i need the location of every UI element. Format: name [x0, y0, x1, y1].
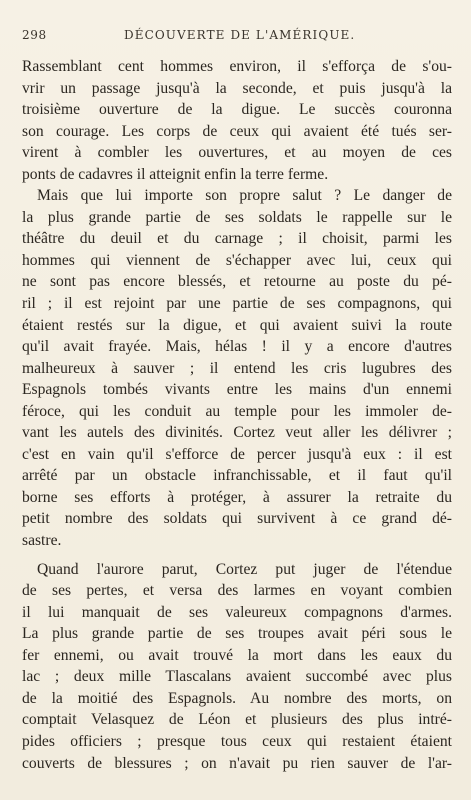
text-line: troisième ouverture de la digue. Le succès couronna: [22, 101, 452, 119]
text-line: pides officiers ; presque tous ceux qui restaient étaient: [22, 732, 452, 750]
text-line: ne sont pas encore blessés, et retourne au poste du pé-: [22, 273, 452, 291]
text-line: hommes qui viennent de s'échapper avec lui, ceux qui: [22, 251, 452, 269]
text-line: ril ; il est rejoint par une partie de ses compagnons, qui: [22, 295, 452, 313]
page-header: [22, 28, 449, 46]
text-line: la plus grande partie de ses soldats le rappelle sur le: [22, 208, 452, 226]
paragraph: [22, 56, 452, 185]
text-line: il lui manquait de ses valeureux compagnons d'armes.: [22, 603, 452, 621]
text-line: étaient restés sur la digue, et qui avaient suivi la route: [22, 316, 452, 334]
text-line: ponts de cadavres il atteignit enfin la terre ferme.: [22, 165, 329, 183]
text-line: virent à combler les ouvertures, et au moyen de ces: [22, 144, 452, 162]
text-line: fer ennemi, ou avait trouvé la mort dans les eaux du: [22, 646, 452, 664]
text-line: de ses pertes, et versa des larmes en voyant combien: [22, 582, 452, 600]
text-line: La plus grande partie de ses troupes avait péri sous le: [22, 625, 452, 643]
paragraph: [22, 185, 452, 551]
text-line: lac ; deux mille Tlascalans avaient succombé avec plus: [22, 668, 452, 686]
running-title: DÉCOUVERTE DE L'AMÉRIQUE.: [124, 28, 356, 42]
text-line: son courage. Les corps de ceux qui avaient été tués ser-: [22, 122, 452, 140]
text-line: vrir un passage jusqu'à la seconde, et puis jusqu'à la: [22, 79, 452, 97]
text-line: qu'il avait frayée. Mais, hélas ! il y a encore d'autres: [22, 338, 452, 356]
text-line: c'est en vain qu'il s'efforce de percer jusqu'à eux : il est: [22, 445, 452, 463]
text-line: malheureux à sauver ; il entend les cris lugubres des: [22, 359, 452, 377]
paragraph: [22, 559, 452, 774]
text-line: Mais que lui importe son propre salut ? Le danger de: [37, 187, 452, 205]
text-line: Espagnols tombés vivants entre les mains d'un ennemi: [22, 381, 452, 399]
text-line: comptait Velasquez de Léon et plusieurs des plus intré-: [22, 711, 452, 729]
text-line: Quand l'aurore parut, Cortez put juger de l'étendue: [37, 560, 452, 578]
page-number: 298: [22, 28, 47, 42]
text-line: de la moitié des Espagnols. Au nombre des morts, on: [22, 689, 452, 707]
text-line: arrêté par un obstacle infranchissable, et il faut qu'il: [22, 467, 452, 485]
text-line: petit nombre des soldats qui survivent à ce grand dé-: [22, 510, 452, 528]
text-line: féroce, qui les conduit au temple pour les immoler de-: [22, 402, 452, 420]
text-line: couverts de blessures ; on n'avait pu rien sauver de l'ar-: [22, 754, 452, 772]
paragraph-gap: [22, 552, 452, 559]
text-line: sastre.: [22, 532, 62, 550]
text-line: vant les autels des divinités. Cortez veut aller les délivrer ;: [22, 424, 452, 442]
text-line: borne ses efforts à protéger, à assurer la retraite du: [22, 488, 452, 506]
text-line: Rassemblant cent hommes environ, il s'efforça de s'ou-: [22, 58, 452, 75]
body-text: [22, 56, 452, 774]
text-line: théâtre du deuil et du carnage ; il choisit, parmi les: [22, 230, 452, 248]
